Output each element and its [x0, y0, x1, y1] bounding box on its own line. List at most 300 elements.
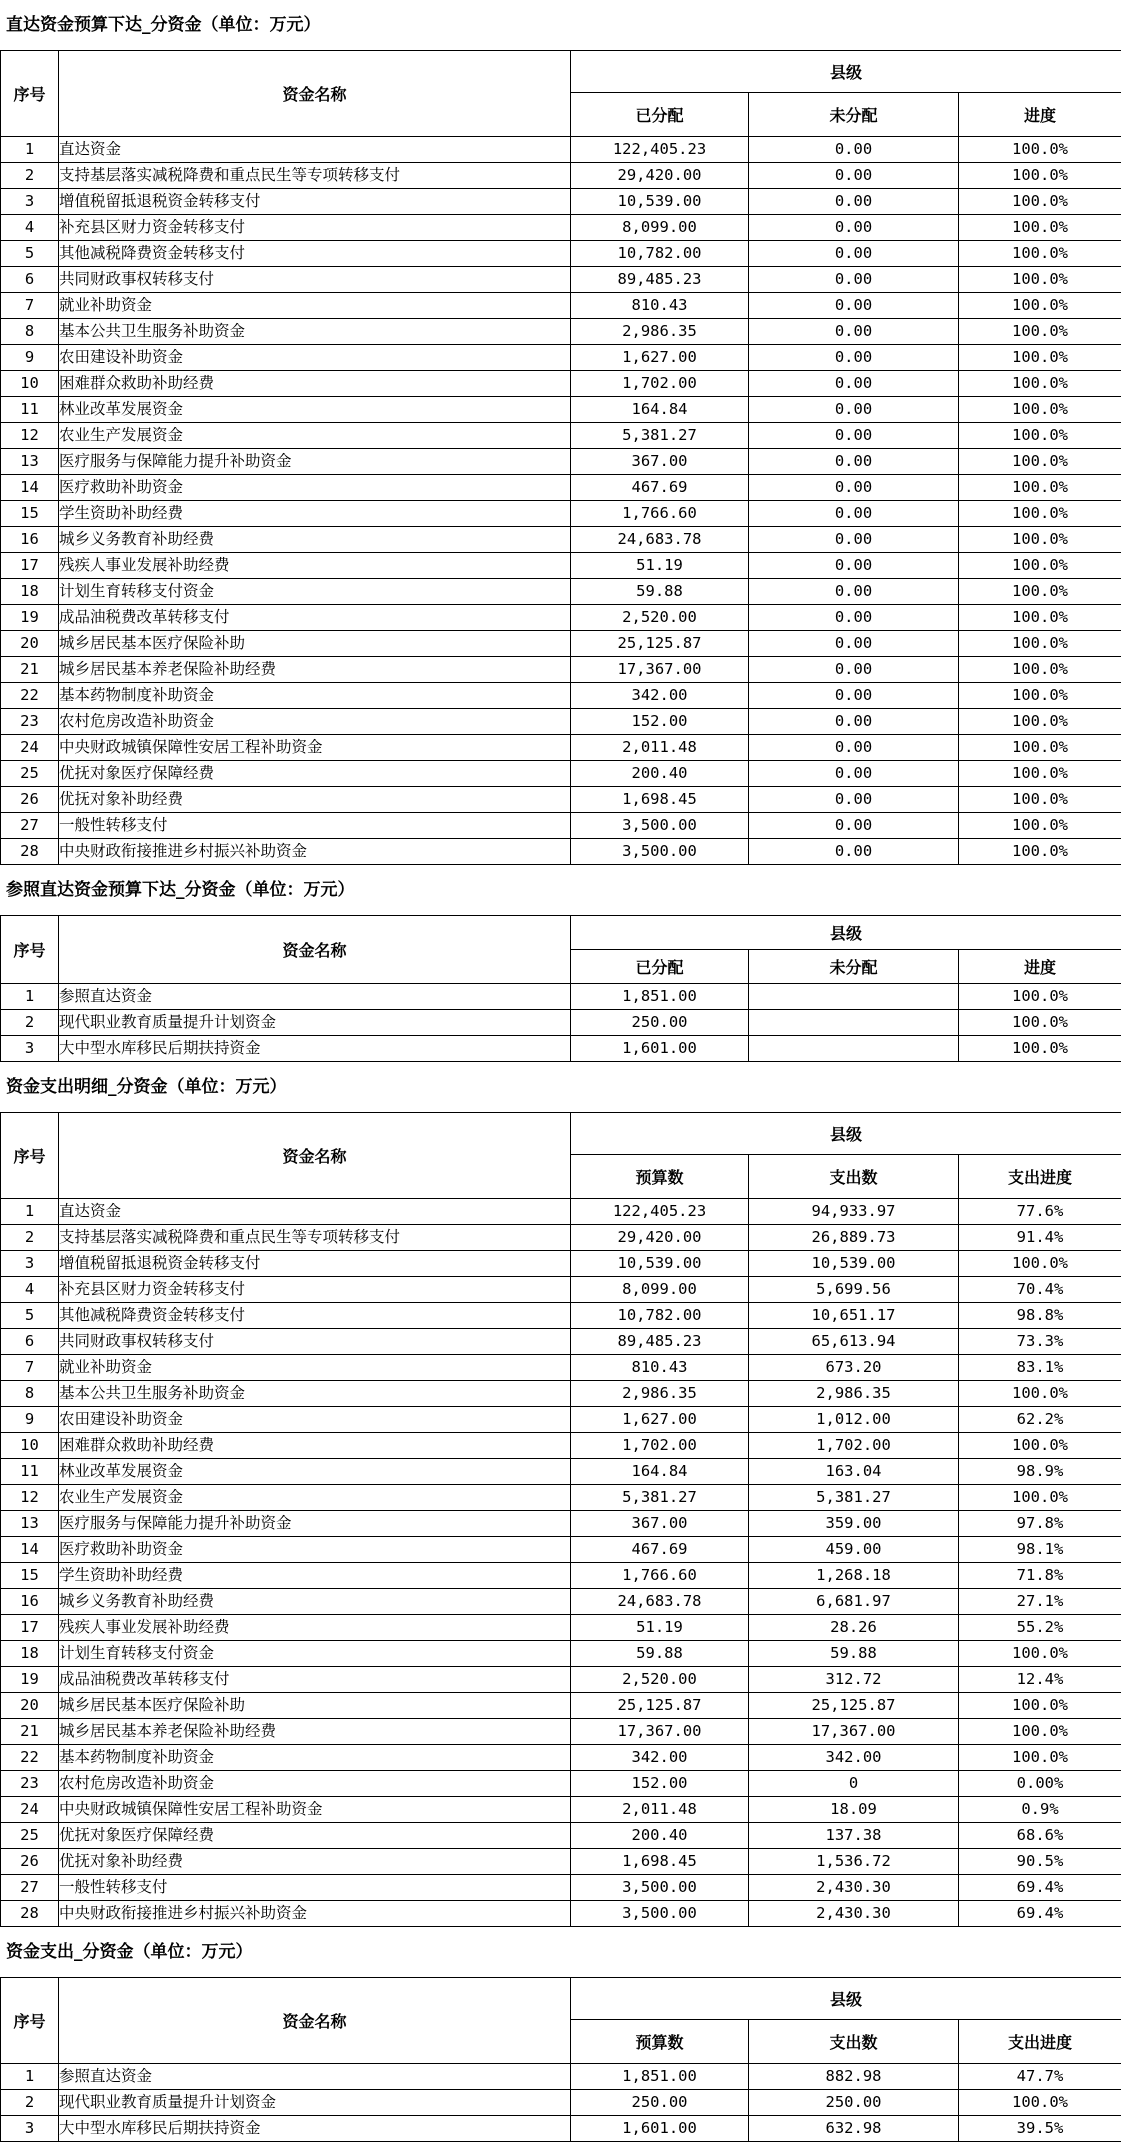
row-index: 26	[1, 1849, 59, 1875]
row-index: 6	[1, 267, 59, 293]
header-fund-name: 资金名称	[59, 1113, 571, 1199]
row-index: 6	[1, 1329, 59, 1355]
header-county-level: 县级	[571, 1978, 1121, 2020]
table-row	[1, 579, 1121, 605]
header-expenditure-progress: 支出进度	[959, 1155, 1121, 1199]
row-index: 12	[1, 1485, 59, 1511]
value-a: 2,520.00	[571, 1667, 749, 1693]
section-expenditure	[0, 1927, 1121, 2142]
value-b: 0.00	[749, 267, 959, 293]
value-b: 250.00	[749, 2090, 959, 2116]
value-c: 77.6%	[959, 1199, 1121, 1225]
value-c: 100.0%	[959, 657, 1121, 683]
value-c: 100.0%	[959, 1485, 1121, 1511]
value-b: 0.00	[749, 371, 959, 397]
fund-name: 支持基层落实减税降费和重点民生等专项转移支付	[59, 1225, 571, 1251]
value-b: 312.72	[749, 1667, 959, 1693]
fund-name: 其他减税降费资金转移支付	[59, 1303, 571, 1329]
fund-name: 优抚对象医疗保障经费	[59, 761, 571, 787]
table-row	[1, 813, 1121, 839]
value-a: 2,986.35	[571, 319, 749, 345]
row-index: 18	[1, 579, 59, 605]
row-index: 16	[1, 527, 59, 553]
row-index: 3	[1, 189, 59, 215]
value-a: 51.19	[571, 553, 749, 579]
value-c: 27.1%	[959, 1589, 1121, 1615]
table-row	[1, 1537, 1121, 1563]
table-row	[1, 1641, 1121, 1667]
fund-name: 就业补助资金	[59, 1355, 571, 1381]
fund-name: 残疾人事业发展补助经费	[59, 1615, 571, 1641]
row-index: 7	[1, 1355, 59, 1381]
value-a: 8,099.00	[571, 215, 749, 241]
table-row	[1, 527, 1121, 553]
value-b: 0.00	[749, 605, 959, 631]
value-b: 0.00	[749, 709, 959, 735]
table-row	[1, 1433, 1121, 1459]
value-a: 122,405.23	[571, 137, 749, 163]
fund-name: 城乡居民基本医疗保险补助	[59, 631, 571, 657]
row-index: 20	[1, 1693, 59, 1719]
value-a: 467.69	[571, 475, 749, 501]
row-index: 22	[1, 683, 59, 709]
value-b: 359.00	[749, 1511, 959, 1537]
value-a: 10,782.00	[571, 241, 749, 267]
value-b: 0.00	[749, 683, 959, 709]
value-c: 100.0%	[959, 319, 1121, 345]
table-row	[1, 761, 1121, 787]
value-b: 0.00	[749, 345, 959, 371]
value-a: 59.88	[571, 1641, 749, 1667]
value-c: 98.8%	[959, 1303, 1121, 1329]
header-index: 序号	[1, 1978, 59, 2064]
table-row	[1, 1511, 1121, 1537]
value-b: 6,681.97	[749, 1589, 959, 1615]
value-b: 0.00	[749, 397, 959, 423]
header-county-level: 县级	[571, 1113, 1121, 1155]
value-c: 100.0%	[959, 449, 1121, 475]
table-row	[1, 605, 1121, 631]
table-row	[1, 1667, 1121, 1693]
fund-name: 优抚对象医疗保障经费	[59, 1823, 571, 1849]
value-c: 100.0%	[959, 839, 1121, 865]
value-b: 459.00	[749, 1537, 959, 1563]
value-a: 51.19	[571, 1615, 749, 1641]
value-b: 5,381.27	[749, 1485, 959, 1511]
expenditure-table-body	[1, 2064, 1121, 2142]
value-c: 100.0%	[959, 579, 1121, 605]
value-b	[749, 984, 959, 1010]
value-a: 10,782.00	[571, 1303, 749, 1329]
value-c: 98.1%	[959, 1537, 1121, 1563]
row-index: 11	[1, 1459, 59, 1485]
value-a: 810.43	[571, 1355, 749, 1381]
value-a: 164.84	[571, 1459, 749, 1485]
fund-name: 林业改革发展资金	[59, 1459, 571, 1485]
table-row	[1, 1329, 1121, 1355]
fund-name: 参照直达资金	[59, 984, 571, 1010]
value-a: 25,125.87	[571, 631, 749, 657]
row-index: 4	[1, 215, 59, 241]
value-a: 200.40	[571, 761, 749, 787]
value-b: 882.98	[749, 2064, 959, 2090]
value-b: 1,536.72	[749, 1849, 959, 1875]
section-title: 资金支出明细_分资金（单位：万元）	[6, 1077, 287, 1097]
row-index: 28	[1, 1901, 59, 1927]
table-row	[1, 1355, 1121, 1381]
value-c: 100.0%	[959, 241, 1121, 267]
value-a: 1,698.45	[571, 787, 749, 813]
value-b: 1,268.18	[749, 1563, 959, 1589]
fund-name: 农村危房改造补助资金	[59, 709, 571, 735]
table-row	[1, 293, 1121, 319]
table-row	[1, 215, 1121, 241]
fund-name: 成品油税费改革转移支付	[59, 605, 571, 631]
header-progress: 进度	[959, 93, 1121, 137]
fund-name: 补充县区财力资金转移支付	[59, 1277, 571, 1303]
row-index: 24	[1, 1797, 59, 1823]
value-a: 1,698.45	[571, 1849, 749, 1875]
table-row	[1, 2116, 1121, 2142]
fund-name: 困难群众救助补助经费	[59, 1433, 571, 1459]
value-b: 0.00	[749, 761, 959, 787]
value-b: 0.00	[749, 189, 959, 215]
row-index: 1	[1, 984, 59, 1010]
row-index: 22	[1, 1745, 59, 1771]
value-a: 3,500.00	[571, 1875, 749, 1901]
row-index: 20	[1, 631, 59, 657]
value-a: 152.00	[571, 709, 749, 735]
value-a: 10,539.00	[571, 1251, 749, 1277]
value-a: 10,539.00	[571, 189, 749, 215]
value-a: 1,627.00	[571, 345, 749, 371]
fund-name: 医疗服务与保障能力提升补助资金	[59, 1511, 571, 1537]
row-index: 17	[1, 1615, 59, 1641]
section-expenditure-detail	[0, 1062, 1121, 1927]
table-row	[1, 984, 1121, 1010]
value-c: 100.0%	[959, 501, 1121, 527]
value-c: 90.5%	[959, 1849, 1121, 1875]
table-row	[1, 1036, 1121, 1062]
value-c: 100.0%	[959, 1745, 1121, 1771]
value-a: 25,125.87	[571, 1693, 749, 1719]
table-row	[1, 1381, 1121, 1407]
value-c: 100.0%	[959, 1251, 1121, 1277]
row-index: 13	[1, 1511, 59, 1537]
value-a: 200.40	[571, 1823, 749, 1849]
value-a: 24,683.78	[571, 1589, 749, 1615]
value-a: 342.00	[571, 1745, 749, 1771]
value-b: 0.00	[749, 631, 959, 657]
header-allocated: 已分配	[571, 93, 749, 137]
table-row	[1, 1563, 1121, 1589]
value-c: 100.0%	[959, 475, 1121, 501]
header-unallocated: 未分配	[749, 93, 959, 137]
row-index: 10	[1, 1433, 59, 1459]
header-budget: 预算数	[571, 2020, 749, 2064]
table-row	[1, 1589, 1121, 1615]
value-a: 2,011.48	[571, 1797, 749, 1823]
value-b: 632.98	[749, 2116, 959, 2142]
value-a: 2,520.00	[571, 605, 749, 631]
value-c: 83.1%	[959, 1355, 1121, 1381]
value-b: 0.00	[749, 319, 959, 345]
value-b: 25,125.87	[749, 1693, 959, 1719]
table-row	[1, 1485, 1121, 1511]
fund-name: 现代职业教育质量提升计划资金	[59, 2090, 571, 2116]
fund-name: 医疗服务与保障能力提升补助资金	[59, 449, 571, 475]
value-c: 100.0%	[959, 553, 1121, 579]
table-row	[1, 1771, 1121, 1797]
fund-name: 参照直达资金	[59, 2064, 571, 2090]
value-a: 3,500.00	[571, 813, 749, 839]
value-c: 100.0%	[959, 1641, 1121, 1667]
header-county-level: 县级	[571, 916, 1121, 950]
value-c: 12.4%	[959, 1667, 1121, 1693]
value-c: 47.7%	[959, 2064, 1121, 2090]
value-c: 100.0%	[959, 371, 1121, 397]
fund-name: 林业改革发展资金	[59, 397, 571, 423]
table-row	[1, 423, 1121, 449]
value-c: 91.4%	[959, 1225, 1121, 1251]
value-a: 3,500.00	[571, 1901, 749, 1927]
row-index: 24	[1, 735, 59, 761]
value-b: 0.00	[749, 293, 959, 319]
row-index: 2	[1, 1225, 59, 1251]
value-a: 467.69	[571, 1537, 749, 1563]
value-a: 2,986.35	[571, 1381, 749, 1407]
row-index: 1	[1, 1199, 59, 1225]
fund-name: 农村危房改造补助资金	[59, 1771, 571, 1797]
table-row	[1, 1303, 1121, 1329]
value-b: 0.00	[749, 787, 959, 813]
row-index: 8	[1, 1381, 59, 1407]
fund-name: 优抚对象补助经费	[59, 1849, 571, 1875]
row-index: 3	[1, 2116, 59, 2142]
value-a: 17,367.00	[571, 1719, 749, 1745]
fund-name: 共同财政事权转移支付	[59, 267, 571, 293]
table-row	[1, 2090, 1121, 2116]
value-a: 29,420.00	[571, 1225, 749, 1251]
value-c: 0.00%	[959, 1771, 1121, 1797]
row-index: 18	[1, 1641, 59, 1667]
value-b: 0.00	[749, 423, 959, 449]
fund-name: 中央财政衔接推进乡村振兴补助资金	[59, 839, 571, 865]
row-index: 9	[1, 1407, 59, 1433]
header-index: 序号	[1, 916, 59, 984]
fund-name: 优抚对象补助经费	[59, 787, 571, 813]
value-c: 98.9%	[959, 1459, 1121, 1485]
value-b	[749, 1036, 959, 1062]
table-row	[1, 1251, 1121, 1277]
value-b: 0.00	[749, 527, 959, 553]
row-index: 27	[1, 813, 59, 839]
fund-name: 基本药物制度补助资金	[59, 683, 571, 709]
value-a: 17,367.00	[571, 657, 749, 683]
table-row	[1, 1693, 1121, 1719]
value-b: 94,933.97	[749, 1199, 959, 1225]
value-b: 0.00	[749, 163, 959, 189]
value-c: 100.0%	[959, 1381, 1121, 1407]
section-reference-funds-allocation	[0, 865, 1121, 1062]
fund-name: 农田建设补助资金	[59, 345, 571, 371]
row-index: 2	[1, 163, 59, 189]
row-index: 4	[1, 1277, 59, 1303]
row-index: 26	[1, 787, 59, 813]
value-b: 0.00	[749, 839, 959, 865]
value-c: 100.0%	[959, 423, 1121, 449]
value-a: 152.00	[571, 1771, 749, 1797]
value-c: 69.4%	[959, 1901, 1121, 1927]
value-a: 89,485.23	[571, 1329, 749, 1355]
table-row	[1, 1797, 1121, 1823]
table-row	[1, 449, 1121, 475]
fund-name: 农业生产发展资金	[59, 1485, 571, 1511]
row-index: 3	[1, 1036, 59, 1062]
table-row	[1, 189, 1121, 215]
value-c: 100.0%	[959, 137, 1121, 163]
row-index: 19	[1, 1667, 59, 1693]
value-b: 163.04	[749, 1459, 959, 1485]
value-c: 100.0%	[959, 631, 1121, 657]
fund-name: 一般性转移支付	[59, 1875, 571, 1901]
table-row	[1, 553, 1121, 579]
row-index: 23	[1, 709, 59, 735]
fund-name: 基本公共卫生服务补助资金	[59, 319, 571, 345]
value-c: 73.3%	[959, 1329, 1121, 1355]
value-b: 1,012.00	[749, 1407, 959, 1433]
value-a: 1,601.00	[571, 2116, 749, 2142]
table-row	[1, 163, 1121, 189]
value-a: 5,381.27	[571, 423, 749, 449]
reference-allocation-table	[0, 915, 1121, 1062]
reference-allocation-table-body	[1, 984, 1121, 1062]
table-row	[1, 475, 1121, 501]
value-b: 2,430.30	[749, 1875, 959, 1901]
fund-name: 医疗救助补助资金	[59, 475, 571, 501]
fund-name: 计划生育转移支付资金	[59, 1641, 571, 1667]
value-c: 69.4%	[959, 1875, 1121, 1901]
row-index: 21	[1, 657, 59, 683]
row-index: 28	[1, 839, 59, 865]
value-a: 89,485.23	[571, 267, 749, 293]
table-row	[1, 1199, 1121, 1225]
table-row	[1, 1010, 1121, 1036]
table-row	[1, 1823, 1121, 1849]
row-index: 3	[1, 1251, 59, 1277]
expenditure-detail-table	[0, 1112, 1121, 1927]
fund-name: 学生资助补助经费	[59, 1563, 571, 1589]
value-c: 100.0%	[959, 215, 1121, 241]
value-a: 250.00	[571, 2090, 749, 2116]
value-c: 100.0%	[959, 984, 1121, 1010]
value-a: 2,011.48	[571, 735, 749, 761]
value-b: 0.00	[749, 215, 959, 241]
header-fund-name: 资金名称	[59, 916, 571, 984]
fund-name: 中央财政城镇保障性安居工程补助资金	[59, 1797, 571, 1823]
fund-name: 残疾人事业发展补助经费	[59, 553, 571, 579]
value-b: 1,702.00	[749, 1433, 959, 1459]
header-county-level: 县级	[571, 51, 1121, 93]
fund-name: 基本公共卫生服务补助资金	[59, 1381, 571, 1407]
value-c: 100.0%	[959, 735, 1121, 761]
fund-name: 就业补助资金	[59, 293, 571, 319]
value-c: 39.5%	[959, 2116, 1121, 2142]
value-a: 1,851.00	[571, 984, 749, 1010]
allocation-table-body	[1, 137, 1121, 865]
fund-name: 农业生产发展资金	[59, 423, 571, 449]
fund-name: 一般性转移支付	[59, 813, 571, 839]
row-index: 27	[1, 1875, 59, 1901]
row-index: 1	[1, 137, 59, 163]
fund-name: 大中型水库移民后期扶持资金	[59, 2116, 571, 2142]
value-b: 59.88	[749, 1641, 959, 1667]
table-row	[1, 397, 1121, 423]
value-b	[749, 1010, 959, 1036]
value-b: 0.00	[749, 735, 959, 761]
fund-name: 城乡义务教育补助经费	[59, 527, 571, 553]
row-index: 12	[1, 423, 59, 449]
value-a: 24,683.78	[571, 527, 749, 553]
value-c: 100.0%	[959, 2090, 1121, 2116]
table-row	[1, 345, 1121, 371]
table-row	[1, 1225, 1121, 1251]
value-c: 100.0%	[959, 787, 1121, 813]
fund-name: 现代职业教育质量提升计划资金	[59, 1010, 571, 1036]
value-b: 65,613.94	[749, 1329, 959, 1355]
row-index: 13	[1, 449, 59, 475]
value-c: 100.0%	[959, 345, 1121, 371]
header-index: 序号	[1, 51, 59, 137]
header-index: 序号	[1, 1113, 59, 1199]
value-b: 0.00	[749, 657, 959, 683]
row-index: 15	[1, 501, 59, 527]
value-a: 1,702.00	[571, 371, 749, 397]
fund-name: 补充县区财力资金转移支付	[59, 215, 571, 241]
table-row	[1, 1849, 1121, 1875]
row-index: 21	[1, 1719, 59, 1745]
fund-name: 大中型水库移民后期扶持资金	[59, 1036, 571, 1062]
value-c: 100.0%	[959, 1719, 1121, 1745]
value-c: 62.2%	[959, 1407, 1121, 1433]
value-b: 26,889.73	[749, 1225, 959, 1251]
value-b: 10,539.00	[749, 1251, 959, 1277]
row-index: 25	[1, 1823, 59, 1849]
row-index: 5	[1, 241, 59, 267]
value-c: 55.2%	[959, 1615, 1121, 1641]
value-b: 342.00	[749, 1745, 959, 1771]
row-index: 14	[1, 1537, 59, 1563]
value-c: 97.8%	[959, 1511, 1121, 1537]
value-b: 0.00	[749, 813, 959, 839]
value-c: 0.9%	[959, 1797, 1121, 1823]
row-index: 10	[1, 371, 59, 397]
row-index: 8	[1, 319, 59, 345]
fund-name: 困难群众救助补助经费	[59, 371, 571, 397]
table-row	[1, 1901, 1121, 1927]
table-row	[1, 631, 1121, 657]
table-row	[1, 137, 1121, 163]
fund-name: 城乡居民基本养老保险补助经费	[59, 1719, 571, 1745]
table-row	[1, 787, 1121, 813]
value-b: 0.00	[749, 501, 959, 527]
header-unallocated: 未分配	[749, 950, 959, 984]
value-c: 68.6%	[959, 1823, 1121, 1849]
value-b: 0.00	[749, 475, 959, 501]
value-a: 367.00	[571, 1511, 749, 1537]
value-c: 100.0%	[959, 709, 1121, 735]
value-a: 810.43	[571, 293, 749, 319]
